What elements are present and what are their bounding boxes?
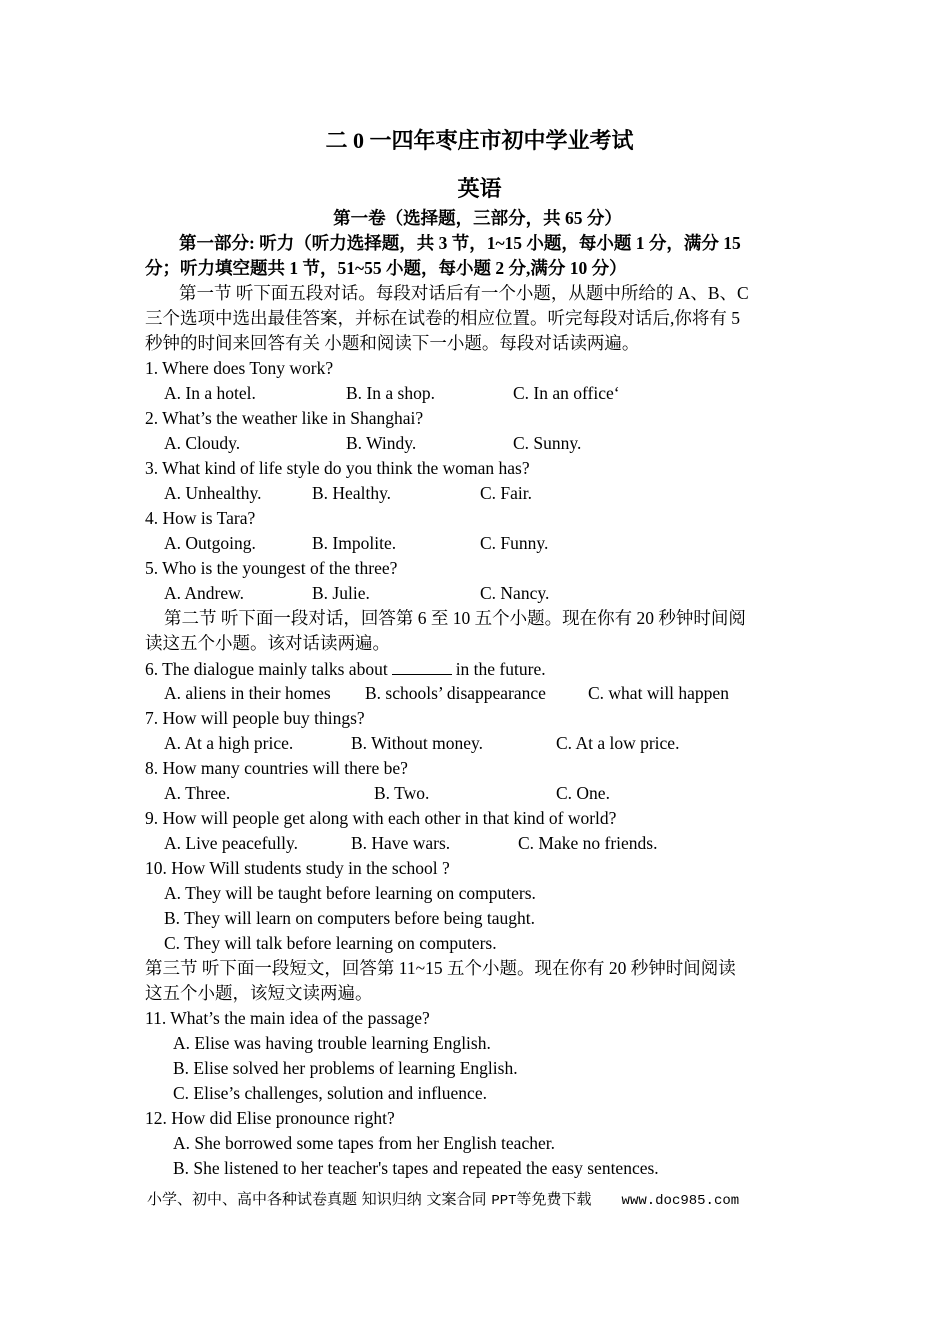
question-11-stem: 11. What’s the main idea of the passage?	[145, 1008, 430, 1028]
option-a: A. Live peacefully.	[164, 833, 298, 853]
question-7-options	[145, 731, 810, 756]
section1-instructions-line-2: 三个选项中选出最佳答案，并标在试卷的相应位置。听完每段对话后,你将有 5	[145, 308, 740, 328]
question-8-stem: 8. How many countries will there be?	[145, 758, 408, 778]
question-10-option-c: C. They will talk before learning on computers.	[164, 933, 497, 953]
question-9-options	[145, 831, 810, 856]
option-a: A. Three.	[164, 783, 231, 803]
question-12-option-a: A. She borrowed some tapes from her English teacher.	[173, 1133, 555, 1153]
exam-subject: 英语	[457, 176, 502, 201]
question-6-options	[145, 681, 810, 706]
section3-instructions-line-2: 这五个小题，该短文读两遍。	[145, 983, 373, 1003]
question-4-options	[145, 531, 810, 556]
footer-text: 小学、初中、高中各种试卷真题 知识归纳 文案合同	[147, 1190, 492, 1208]
page-footer	[147, 1187, 739, 1211]
question-11-option-b: B. Elise solved her problems of learning English.	[173, 1058, 518, 1078]
section1-instructions-line-3: 秒钟的时间来回答有关 小题和阅读下一小题。每段对话读两遍。	[145, 333, 640, 353]
question-12-stem: 12. How did Elise pronounce right?	[145, 1108, 395, 1128]
question-10-option-b: B. They will learn on computers before being taught.	[164, 908, 535, 928]
question-2-options	[145, 431, 810, 456]
question-3-options	[145, 481, 810, 506]
question-1-stem: 1. Where does Tony work?	[145, 358, 334, 378]
exam-title: 二 0 一四年枣庄市初中学业考试	[325, 128, 634, 153]
part1-intro-line-2: 分；听力填空题共 1 节，51~55 小题，每小题 2 分,满分 10 分）	[145, 258, 627, 278]
option-c: C. At a low price.	[556, 733, 680, 753]
option-c: C. Nancy.	[480, 583, 550, 603]
exam-page	[145, 124, 810, 1181]
option-b: B. Healthy.	[312, 483, 392, 503]
option-b: B. Have wars.	[351, 833, 451, 853]
footer-ppt: PPT	[491, 1193, 517, 1209]
section3-instructions-line-1: 第三节 听下面一段短文，回答第 11~15 五个小题。现在你有 20 秒钟时间阅读	[145, 958, 736, 978]
question-6-stem-after: in the future.	[455, 659, 546, 679]
answer-blank	[392, 656, 452, 675]
option-c: C. In an office‘	[513, 383, 620, 403]
option-a: A. Andrew.	[164, 583, 245, 603]
question-10-option-a: A. They will be taught before learning on computers.	[164, 883, 536, 903]
option-a: A. In a hotel.	[164, 383, 256, 403]
question-4-stem: 4. How is Tara?	[145, 508, 256, 528]
question-9-stem: 9. How will people get along with each other in that kind of world?	[145, 808, 617, 828]
option-a: A. At a high price.	[164, 733, 294, 753]
option-c: C. Make no friends.	[518, 833, 658, 853]
part1-intro-line-1: 第一部分: 听力（听力选择题，共 3 节，1~15 小题，每小题 1 分，满分 15	[179, 233, 741, 253]
question-3-stem: 3. What kind of life style do you think the woman has?	[145, 458, 530, 478]
footer-url: www.doc985.com	[621, 1193, 740, 1209]
footer-text-2: 等免费下载	[516, 1190, 592, 1208]
question-12-option-b: B. She listened to her teacher's tapes and repeated the easy sentences.	[173, 1158, 659, 1178]
question-7-stem: 7. How will people buy things?	[145, 708, 365, 728]
question-8-options	[145, 781, 810, 806]
question-5-options	[145, 581, 810, 606]
section2-instructions-line-1: 第二节 听下面一段对话，回答第 6 至 10 五个小题。现在你有 20 秒钟时间阅	[164, 608, 746, 628]
option-b: B. Two.	[374, 783, 430, 803]
section1-instructions-line-1: 第一节 听下面五段对话。每段对话后有一个小题，从题中所给的 A、B、C	[179, 283, 749, 303]
option-a: A. Outgoing.	[164, 533, 256, 553]
question-11-option-c: C. Elise’s challenges, solution and influence.	[173, 1083, 487, 1103]
option-a: A. Cloudy.	[164, 433, 241, 453]
question-6-stem	[145, 656, 810, 681]
option-c: C. what will happen	[588, 683, 729, 703]
option-b: B. Windy.	[346, 433, 417, 453]
question-2-stem: 2. What’s the weather like in Shanghai?	[145, 408, 424, 428]
option-c: C. Funny.	[480, 533, 549, 553]
section2-instructions-line-2: 读这五个小题。该对话读两遍。	[145, 633, 390, 653]
option-b: B. schools’ disappearance	[365, 683, 546, 703]
question-11-option-a: A. Elise was having trouble learning English.	[173, 1033, 491, 1053]
question-1-options	[145, 381, 810, 406]
option-a: A. aliens in their homes	[164, 683, 331, 703]
question-6-stem-before: 6. The dialogue mainly talks about	[145, 659, 388, 679]
section-header: 第一卷（选择题，三部分，共 65 分）	[333, 208, 622, 228]
question-5-stem: 5. Who is the youngest of the three?	[145, 558, 398, 578]
question-10-stem: 10. How Will students study in the school ?	[145, 858, 450, 878]
option-c: C. Sunny.	[513, 433, 582, 453]
option-b: B. Impolite.	[312, 533, 397, 553]
option-b: B. In a shop.	[346, 383, 435, 403]
option-b: B. Without money.	[351, 733, 484, 753]
option-b: B. Julie.	[312, 583, 370, 603]
option-c: C. Fair.	[480, 483, 533, 503]
option-a: A. Unhealthy.	[164, 483, 262, 503]
option-c: C. One.	[556, 783, 610, 803]
